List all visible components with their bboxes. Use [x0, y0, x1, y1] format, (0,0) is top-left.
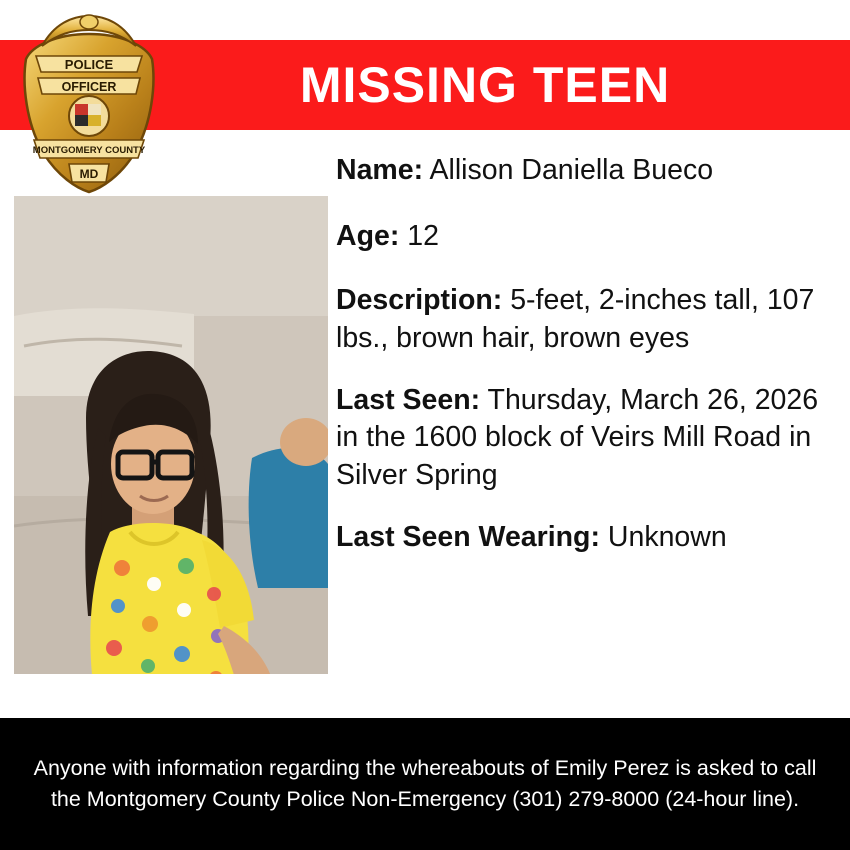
detail-last-seen-value: Thursday, March 26, 2026 in the 1600 block of Veirs Mill Road in Silver Spring	[336, 383, 819, 492]
detail-age	[336, 218, 836, 256]
detail-age-value: 12	[407, 219, 439, 252]
footer-banner	[0, 718, 850, 850]
detail-name-label: Name:	[336, 154, 424, 186]
page-title: MISSING TEEN	[299, 57, 671, 113]
detail-description-value: 5-feet, 2-inches tall, 107 lbs., brown hair, brown eyes	[336, 283, 815, 354]
detail-description-label: Description:	[336, 283, 503, 316]
details-block	[336, 152, 836, 557]
detail-last-seen-label: Last Seen:	[336, 383, 481, 416]
svg-text:OFFICER: OFFICER	[61, 80, 117, 94]
detail-last-seen-wearing-value: Unknown	[607, 521, 727, 554]
detail-description	[336, 282, 836, 358]
detail-last-seen	[336, 382, 836, 496]
footer-contact-text: Anyone with information regarding the whereabouts of Emily Perez is asked to call the Montgomery County Police Non-Emergency (301) 279-8000 (24-hour line).	[33, 755, 817, 811]
missing-person-photo	[14, 196, 328, 674]
police-badge-icon	[14, 4, 164, 194]
svg-text:MONTGOMERY COUNTY: MONTGOMERY COUNTY	[32, 145, 146, 156]
detail-name-value: Allison Daniella Bueco	[429, 154, 714, 186]
detail-age-label: Age:	[336, 219, 400, 252]
detail-name	[336, 152, 836, 190]
svg-text:POLICE: POLICE	[64, 57, 114, 72]
detail-last-seen-wearing	[336, 519, 836, 557]
detail-last-seen-wearing-label: Last Seen Wearing:	[336, 521, 600, 554]
svg-text:MD: MD	[79, 167, 99, 181]
